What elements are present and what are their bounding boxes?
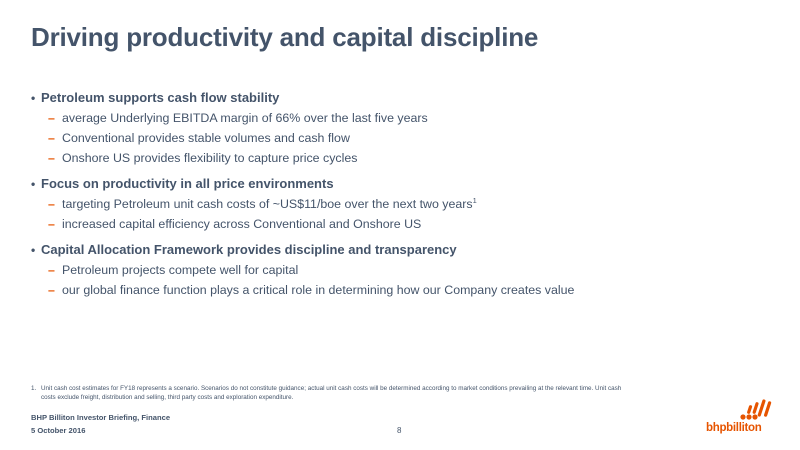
section-capital-allocation [31, 240, 771, 300]
sub-bullet [31, 280, 771, 300]
dash-icon: – [48, 111, 55, 125]
bullet-heading-text: Focus on productivity in all price environments [41, 176, 334, 191]
sub-bullet [31, 260, 771, 280]
sub-bullet-text [62, 194, 477, 214]
dash-icon: – [48, 283, 55, 297]
sub-bullet-text: increased capital efficiency across Conventional and Onshore US [62, 217, 422, 231]
bullet-heading [31, 174, 771, 194]
sub-bullet-text-main: targeting Petroleum unit cash costs of ~US$11/boe over the next two years [62, 197, 473, 211]
sub-bullet-text: average Underlying EBITDA margin of 66% over the last five years [62, 111, 428, 125]
slide-title: Driving productivity and capital discipline [31, 22, 539, 52]
dash-icon: – [48, 131, 55, 145]
footnote-text: Unit cash cost estimates for FY18 represents a scenario. Scenarios do not constitute guidance; actual unit cash costs will be determined according to market conditions prevailing at the relevant time. Unit cash costs exclude freight, distribution and selling, third party costs and exploration expenditure. [41, 385, 622, 401]
sub-bullet [31, 148, 771, 168]
footer-organization: BHP Billiton Investor Briefing, Finance [31, 413, 171, 422]
page-number: 8 [397, 426, 402, 435]
bullet-heading-text: Capital Allocation Framework provides discipline and transparency [41, 242, 457, 257]
sub-bullet [31, 108, 771, 128]
bullet-heading [31, 240, 771, 260]
bullet-list [31, 88, 771, 306]
section-productivity [31, 174, 771, 234]
sub-bullet [31, 214, 771, 234]
sub-bullet-text: Onshore US provides flexibility to capture price cycles [62, 151, 358, 165]
footnote [31, 385, 631, 402]
footnote-number: 1. [31, 385, 37, 392]
dash-icon: – [48, 217, 55, 231]
bullet-icon: • [31, 91, 36, 105]
footer-date: 5 October 2016 [31, 426, 86, 435]
bullet-heading [31, 88, 771, 108]
sub-bullet-text: Petroleum projects compete well for capital [62, 263, 299, 277]
sub-bullet [31, 128, 771, 148]
dash-icon: – [48, 263, 55, 277]
dash-icon: – [48, 197, 55, 211]
sub-bullet-text: our global finance function plays a critical role in determining how our Company creates value [62, 283, 575, 297]
bhp-logo-icon [740, 397, 772, 421]
bullet-icon: • [31, 177, 36, 191]
sub-bullet-text: Conventional provides stable volumes and cash flow [62, 131, 350, 145]
company-logo [706, 397, 772, 441]
bullet-icon: • [31, 243, 36, 257]
footnote-ref: 1 [472, 195, 477, 205]
logo-text: bhpbilliton [706, 422, 762, 434]
section-cash-flow [31, 88, 771, 168]
dash-icon: – [48, 151, 55, 165]
bullet-heading-text: Petroleum supports cash flow stability [41, 90, 280, 105]
sub-bullet [31, 194, 771, 214]
